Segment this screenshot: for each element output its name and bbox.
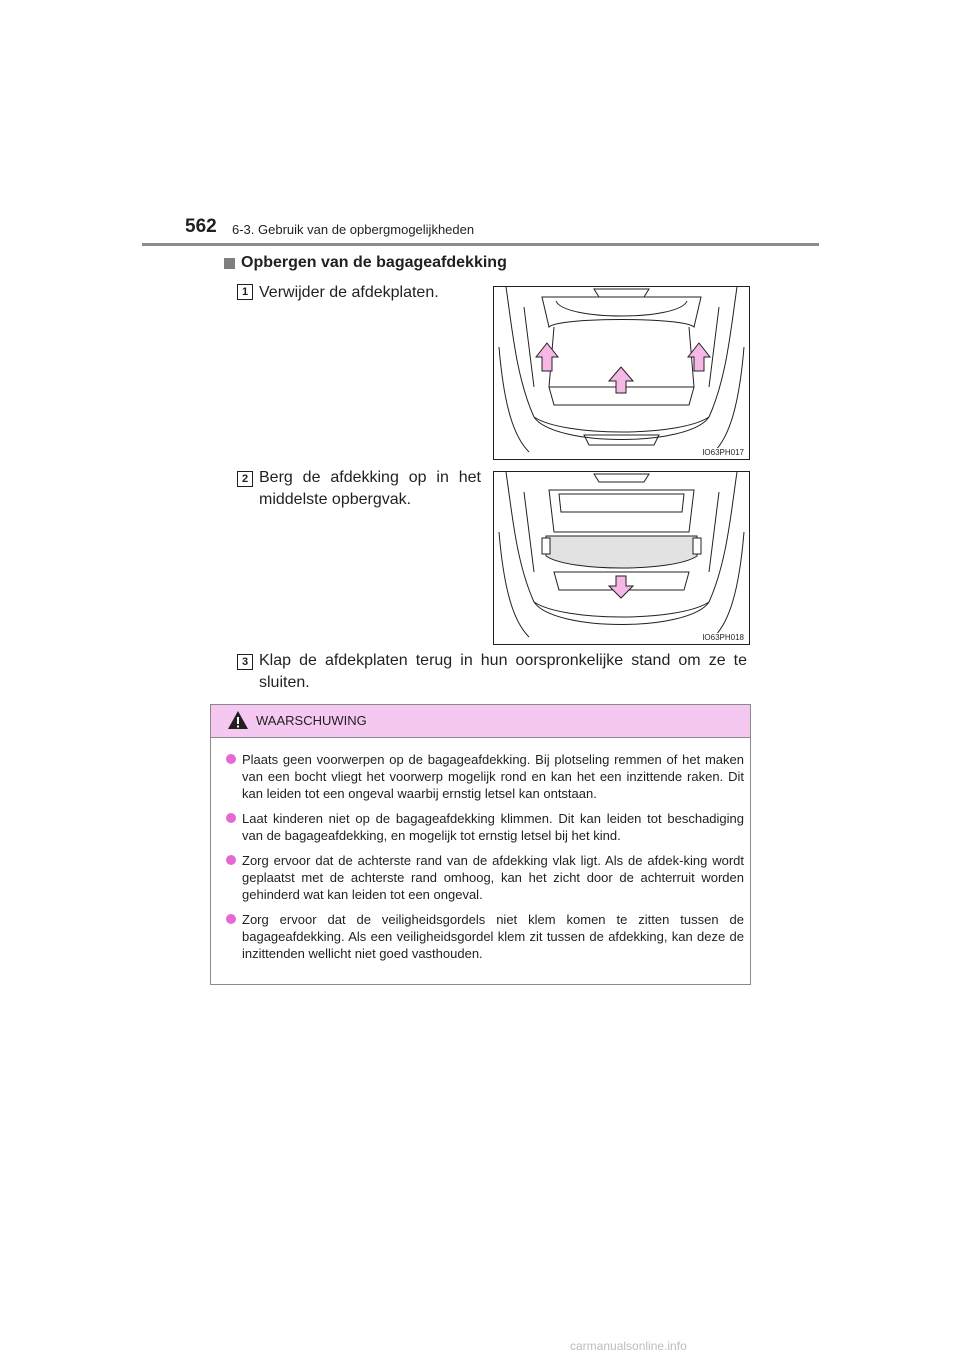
watermark: carmanualsonline.info [570, 1339, 687, 1353]
trunk-illustration-2 [494, 472, 749, 644]
warning-item [226, 810, 744, 844]
step-text-2: Berg de afdekking op in het middelste opbergvak. [259, 469, 481, 508]
warning-item [226, 852, 744, 903]
warning-item-text: Zorg ervoor dat de achterste rand van de afdekking vlak ligt. Als de afdek-king wordt geplaatst met de achterste rand omhoog, kan het zicht door de achterruit worden gehinderd wat kan leiden tot een ongeval. [242, 853, 744, 902]
step-text-1: Verwijder de afdekplaten. [259, 284, 439, 301]
figure-code-2: IO63PH018 [702, 633, 744, 642]
warning-header [211, 705, 750, 738]
subsection-heading-text: Opbergen van de bagageafdekking [241, 254, 507, 271]
warning-item [226, 751, 744, 802]
trunk-illustration-1 [494, 287, 749, 459]
step-text-3: Klap de afdekplaten terug in hun oorspronkelijke stand om ze te sluiten. [259, 652, 747, 691]
warning-list [226, 751, 744, 970]
warning-box [210, 704, 751, 985]
bullet-icon [226, 754, 236, 764]
square-bullet-icon [224, 258, 235, 269]
figure-remove-panels [493, 286, 750, 460]
down-arrow [609, 576, 633, 598]
bullet-icon [226, 914, 236, 924]
warning-item-text: Plaats geen voorwerpen op de bagageafdekking. Bij plotseling remmen of het maken van een bocht vliegt het voorwerp mogelijk rond en kan het een inzittende raken. Dit kan leiden tot een ongeval waarbij ernstig letsel kan ontstaan. [242, 752, 744, 801]
up-arrows [536, 343, 710, 393]
step-number-2: 2 [237, 471, 253, 487]
warning-triangle-icon [227, 710, 249, 730]
warning-item-text: Zorg ervoor dat de veiligheidsgordels niet klem komen te zitten tussen de bagageafdekking. Als een veiligheidsgordel klem zit tussen de afdekking, kan deze de inzittenden wellicht niet goed vasthouden. [242, 912, 744, 961]
figure-code-1: IO63PH017 [702, 448, 744, 457]
warning-title: WAARSCHUWING [256, 713, 367, 728]
page-number: 562 [185, 216, 217, 237]
cover-roll [542, 536, 701, 568]
step-number-3: 3 [237, 654, 253, 670]
warning-item [226, 911, 744, 962]
header-rule [142, 243, 819, 246]
subsection-heading [224, 254, 507, 272]
warning-item-text: Laat kinderen niet op de bagageafdekking klimmen. Dit kan leiden tot beschadiging van de bagageafdekking, en mogelijk tot ernstig letsel bij het kind. [242, 811, 744, 843]
step-number-1: 1 [237, 284, 253, 300]
figure-store-cover [493, 471, 750, 645]
bullet-icon [226, 813, 236, 823]
section-title: 6-3. Gebruik van de opbergmogelijkheden [232, 222, 475, 237]
bullet-icon [226, 855, 236, 865]
